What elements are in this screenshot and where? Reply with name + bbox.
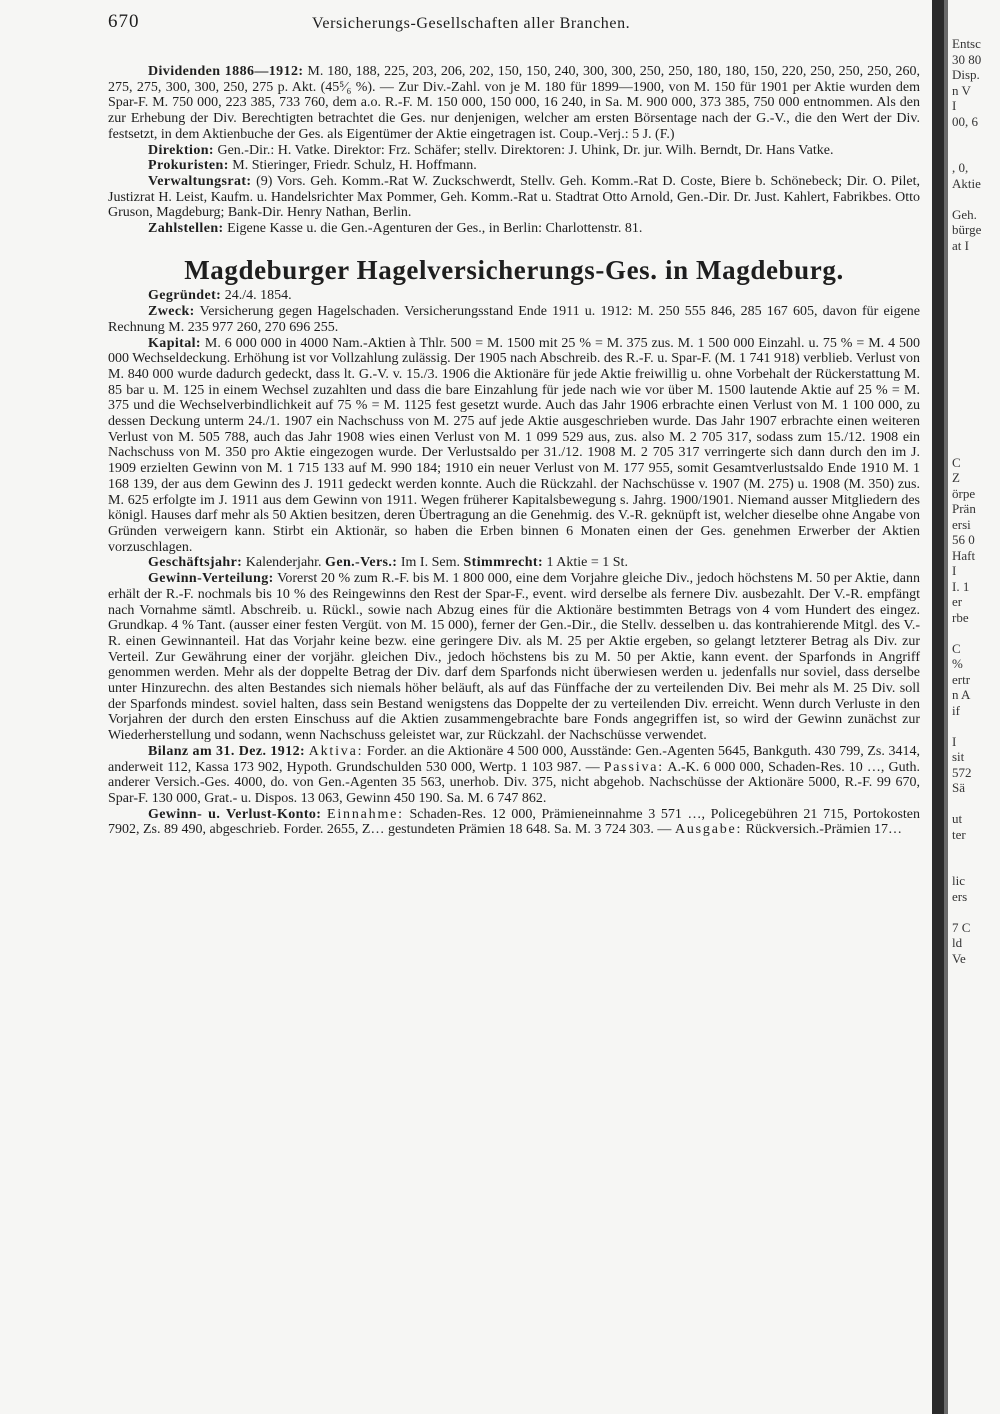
adjacent-page-line: örpe xyxy=(952,485,976,501)
adjacent-page-line xyxy=(952,1121,1000,1137)
adjacent-page-line: if xyxy=(952,702,960,718)
adjacent-page-line xyxy=(952,904,1000,920)
adjacent-page-line: rbe xyxy=(952,609,969,625)
geschaeftsjahr-paragraph xyxy=(108,555,920,571)
adjacent-page-line xyxy=(952,408,1000,424)
main-column xyxy=(108,11,921,838)
adjacent-page-line: Haft xyxy=(952,547,976,563)
genvers-label: Gen.-Vers.: xyxy=(325,555,398,571)
guv-label: Gewinn- u. Verlust-Konto: xyxy=(148,806,322,822)
adjacent-page-line xyxy=(952,191,1000,207)
stimmrecht-label: Stimmrecht: xyxy=(463,555,544,571)
adjacent-page-line: ld xyxy=(952,935,963,950)
adjacent-page-line: n V xyxy=(952,82,971,98)
adjacent-page-line xyxy=(952,1199,1000,1215)
adjacent-page-line xyxy=(952,1059,1000,1075)
adjacent-page-line xyxy=(952,269,1000,285)
adjacent-page-line xyxy=(952,145,1000,161)
guv-ausgabe-text: Rückversich.-Prämien 17… xyxy=(745,822,903,838)
adjacent-page-line: sit xyxy=(952,749,965,764)
adjacent-page-line: Prän xyxy=(952,501,976,516)
adjacent-page-line xyxy=(952,718,1000,734)
adjacent-page-line xyxy=(952,1044,1000,1060)
adjacent-page-line xyxy=(952,424,1000,440)
adjacent-page-line: Disp. xyxy=(952,67,980,82)
geschaeftsjahr-label: Geschäftsjahr: xyxy=(148,555,243,571)
zweck-paragraph xyxy=(108,304,920,335)
zweck-label: Zweck: xyxy=(148,304,195,320)
adjacent-page-line: I xyxy=(952,733,957,749)
gegruendet-paragraph xyxy=(108,288,920,304)
adjacent-page-line xyxy=(952,1230,1000,1246)
adjacent-page-line: , 0, xyxy=(952,160,969,175)
adjacent-page-line xyxy=(952,1152,1000,1168)
adjacent-page-line: n A xyxy=(952,687,971,702)
adjacent-page-line xyxy=(952,1075,1000,1091)
adjacent-page-line xyxy=(952,858,1000,874)
bilanz-aktiva-label: Aktiva: xyxy=(308,743,364,759)
gewinn-verteilung-text: Vorerst 20 % zum R.-F. bis M. 1 800 000, eine dem Vorjahre gleiche Div., jedoch höchstens M. 50 per Aktie, dann erhält der R.-F. nochmals bis 10 % des Reingewinns den Rest der Spar-F., event. wird derselbe als fernere Div. ausbezahlt. Der V.-R. empfängt nach Vornahme sämtl. Abschreib. u. Rückl., sowie nach Abzug eines für die Aktionäre bestimmten Betrags von 4 vom Hundert des eingez. Grundkap. 4 % Tant. (ausser einer festen Vergüt. von M. 15 000), ferner der Gen.-Dir., die Stellv. desselben u. das kontrahierende Mitgl. des V.-R. einen Gewinnanteil. Hat das Vorjahr keine bezw. eine geringere Div. als M. 25 per Aktie ergeben, so gelangt letzterer Betrag als Div. zur Verteil. Zur Gewährung einer der vorjähr. gleichen Div., jedoch höchstens bis zu M. 50 per Aktie, kann event. der Sparfonds in Angriff genommen werden. Mehr als der doppelte Betrag der Div. darf dem Sparfonds nicht überwiesen werden u. jedenfalls nur soviel, dass derselbe unter Hinzurechn. des alten Bestandes sich niemals höher beläuft, als auf das Fünffache der zu verteilenden Div. Bei mehr als M. 25 Div. soll der Sparfonds mindest. soviel halten, dass sein Bestand wenigstens das Doppelte der zu verteilenden Div. erreicht. Wenn durch Verluste in den Vorjahren der durch den ersten Einschuss auf die Aktien zusammengebrachte bare Fonds angegriffen ist, so wird der Gewinn zunächst zur Wiederherstellung und sodann, wenn Nachschuss geleistet war, zur Rückzahl. der Nachschüsse verwendet. xyxy=(108,571,920,744)
adjacent-page-line xyxy=(952,1137,1000,1153)
adjacent-page-line xyxy=(952,625,1000,641)
adjacent-page-line xyxy=(952,377,1000,393)
adjacent-page-line: Z xyxy=(952,470,960,485)
adjacent-page-line: 00, 6 xyxy=(952,113,978,129)
adjacent-page-line xyxy=(952,253,1000,269)
adjacent-page-line: I xyxy=(952,563,957,578)
kapital-text: M. 6 000 000 in 4000 Nam.-Aktien à Thlr. 500 = M. 1500 mit 25 % = M. 375 zus. M. 1 500 000 Einzahl. u. 75 % = M. 4 500 000 Wechseldeckung. Erhöhung ist vor Vollzahlung zulässig. Der 1905 nach Abschreib. des R.-F. u. Spar-F. (M. 1 741 918) verblieb. Verlust von M. 840 000 wurde dadurch gedeckt, dass lt. G.-V. v. 15./3. 1906 die Aktionäre für jede Aktie freiwillig u. ohne Vorbehalt der Rückerstattung M. 85 bar u. M. 125 in einem Wechsel zuzahlten und dass die bare Einzahlung für jede nach wie vor über M. 1500 lautende Aktie auf 25 % = M. 375 und die Wechselverbindlichkeit auf 75 % = M. 1125 fest gesetzt wurde. Auch das Jahr 1906 erbrachte einen Verlust von M. 1 100 000, zu dessen Deckung unterm 24./1. 1907 ein Nachschuss von M. 275 auf jede Aktie ausgeschrieben wurde. Das Jahr 1907 erbrachte einen weiteren Verlust von M. 505 788, auch das Jahr 1908 wies einen Verlust von M. 1 099 529 aus, zus. also M. 2 705 317, sodass zum 15./12. 1908 ein Nachschuss von M. 350 pro Aktie eingezogen wurde. Der Verlustsaldo per 31./12. 1908 M. 2 705 317 verringerte sich dann durch den im J. 1909 erzielten Gewinn von M. 1 715 133 auf M. 990 184; 1910 ein neuer Verlust von M. 177 955, somit Gesamtverlustsaldo Ende 1910 M. 1 168 139, der aus dem Gewinn des J. 1911 gedeckt werden konnte. Auch die Rückzahl. der Nachschüsse v. 1907 (M. 275) u. 1908 (M. 350) zus. M. 625 erfolgte im J. 1911 aus dem Gewinn von 1911. Wegen früherer Kapitalsbewegung s. Jahrg. 1900/1901. Niemand ausser Mitgliedern des königl. Hauses darf mehr als 50 Aktien besitzen, deren Übertragung an die Genehmig. des V.-R. geknüpft ist, welcher dieselbe ohne Angabe von Gründen verweigern kann. Stirbt ein Aktionär, so haben die Erben binnen 6 Monaten einen der Ges. genehmen Erwerber der Aktien vorzuschlagen. xyxy=(108,335,920,555)
direktion-text: Gen.-Dir.: H. Vatke. Direktor: Frz. Schäfer; stellv. Direktoren: J. Uhink, Dr. jur. Wilh. Berndt, Dr. Hans Vatke. xyxy=(217,142,834,158)
adjacent-page-line xyxy=(952,1245,1000,1261)
bilanz-paragraph xyxy=(108,744,920,807)
adjacent-page-line: bürge xyxy=(952,222,982,237)
kapital-paragraph xyxy=(108,336,920,556)
page-header xyxy=(108,11,920,44)
bilanz-passiva-label: Passiva: xyxy=(603,759,664,775)
running-head: Versicherungs-Gesellschaften aller Branchen. xyxy=(312,15,631,32)
genvers-text: Im I. Sem. xyxy=(400,555,460,571)
adjacent-page-line xyxy=(952,300,1000,316)
adjacent-page-line xyxy=(952,129,1000,145)
bilanz-label: Bilanz am 31. Dez. 1912: xyxy=(148,743,306,759)
adjacent-page-line: ut xyxy=(952,811,963,826)
verwaltungsrat-paragraph xyxy=(108,174,920,221)
adjacent-page-line xyxy=(952,315,1000,331)
bilanz-aktiva-text: Forder. an die Aktionäre 4 500 000, Ausstände: Gen.-Agenten 5645, Bankguth. 430 799, Zs. 3414, anderweit 112, Kassa 173 902, Hypoth. Grundschulden 530 000, Wertp. 1 103 987. — xyxy=(108,743,921,775)
adjacent-page-line: Ve xyxy=(952,950,966,966)
verwaltungsrat-label: Verwaltungsrat: xyxy=(148,173,252,189)
guv-paragraph xyxy=(108,807,920,838)
adjacent-page-line xyxy=(952,1090,1000,1106)
guv-ausgabe-label: Ausgabe: xyxy=(674,822,743,838)
adjacent-page-line: % xyxy=(952,656,963,671)
stimmrecht-text: 1 Aktie = 1 St. xyxy=(546,555,628,571)
adjacent-page-line: lic xyxy=(952,873,965,888)
adjacent-page-line: ertr xyxy=(952,671,971,687)
guv-einnahme-text: Schaden-Res. 12 000, Prämieneinnahme 3 571 …, Policegebühren 21 715, Portokosten 7902, Zs. 89 490, abgeschrieb. Forder. 2655, Z… gestundeten Prämien 18 648. Sa. M. 3 724 303. — xyxy=(108,806,921,838)
gegruendet-label: Gegründet: xyxy=(148,288,222,304)
adjacent-page-line: 56 0 xyxy=(952,532,975,547)
adjacent-page-fragment xyxy=(952,36,1000,1286)
dividenden-paragraph xyxy=(108,64,920,143)
adjacent-page-line: C xyxy=(952,454,961,470)
verwaltungsrat-text: (9) Vors. Geh. Komm.-Rat W. Zuckschwerdt, Stellv. Geh. Komm.-Rat D. Coste, Biere b. Schönebeck; Dir. O. Pilet, Justizrat H. Leist, Kaufm. u. Handelsrichter Max Pommer, Geh. Komm.-Rat u. Stadtrat Otto Arnold, Gen.-Dir. Dr. Just. Kahlert, Fabrikbes. Otto Gruson, Magdeburg; Bank-Dir. Henry Nathan, Berlin. xyxy=(108,173,921,221)
adjacent-page-line xyxy=(952,1013,1000,1029)
gewinn-verteilung-label: Gewinn-Verteilung: xyxy=(148,571,274,587)
direktion-paragraph xyxy=(108,143,920,159)
bilanz-passiva-text: A.-K. 6 000 000, Schaden-Res. 10 …, Guth. anderer Versich.-Ges. 4000, do. von Gen.-Agenten 35 563, unerhob. Div. 375, nicht abgehob. Nachschüsse der Aktionäre 5000, R.-F. 99 670, Spar-F. 130 000, Grat.- u. Dispos. 13 063, Gewinn 450 190. Sa. M. 6 747 862. xyxy=(108,759,921,806)
adjacent-page-line xyxy=(952,1214,1000,1230)
adjacent-page-line: Geh. xyxy=(952,206,977,222)
direktion-label: Direktion: xyxy=(148,142,214,158)
adjacent-page-line xyxy=(952,346,1000,362)
adjacent-page-line xyxy=(952,1106,1000,1122)
adjacent-page-line: Sä xyxy=(952,780,965,795)
zahlstellen-text: Eigene Kasse u. die Gen.-Agenturen der Ges., in Berlin: Charlottenstr. 81. xyxy=(227,221,643,237)
adjacent-page-line: er xyxy=(952,594,963,609)
page-number: 670 xyxy=(108,11,140,32)
company-title: Magdeburger Hagelversicherungs-Ges. in Magdeburg. xyxy=(184,254,844,285)
adjacent-page-line: C xyxy=(952,640,961,656)
adjacent-page-line: at I xyxy=(952,237,969,253)
adjacent-page-line: Aktie xyxy=(952,175,981,191)
adjacent-page-line xyxy=(952,966,1000,982)
adjacent-page-line xyxy=(952,284,1000,300)
adjacent-page-line xyxy=(952,842,1000,858)
adjacent-page-line: ter xyxy=(952,826,966,842)
adjacent-page-line: 30 80 xyxy=(952,51,982,67)
adjacent-page-line: Entsc xyxy=(952,36,981,51)
adjacent-page-line xyxy=(952,1168,1000,1184)
adjacent-page-line: I xyxy=(952,98,957,113)
adjacent-page-line xyxy=(952,393,1000,409)
adjacent-page-line: 572 xyxy=(952,764,972,780)
kapital-label: Kapital: xyxy=(148,335,201,351)
zweck-text: Versicherung gegen Hagelschaden. Versicherungsstand Ende 1911 u. 1912: M. 250 555 846, 285 167 605, davon für eigene Rechnung M. 235 977 260, 270 696 255. xyxy=(108,304,921,335)
gutter-shadow xyxy=(944,0,948,1414)
adjacent-page-line xyxy=(952,1028,1000,1044)
gewinn-verteilung-paragraph xyxy=(108,571,920,744)
adjacent-page-line: I. 1 xyxy=(952,578,970,594)
adjacent-page-line: ersi xyxy=(952,516,971,532)
adjacent-page-line xyxy=(952,796,1000,812)
guv-einnahme-label: Einnahme: xyxy=(327,806,404,822)
prokuristen-paragraph xyxy=(108,158,920,174)
dividenden-label: Dividenden 1886—1912: xyxy=(148,64,304,79)
adjacent-page-line xyxy=(952,1183,1000,1199)
adjacent-page-line: 7 C xyxy=(952,919,971,935)
prokuristen-label: Prokuristen: xyxy=(148,158,229,174)
adjacent-page-line xyxy=(952,362,1000,378)
geschaeftsjahr-text: Kalenderjahr. xyxy=(245,555,322,571)
zahlstellen-paragraph xyxy=(108,221,920,237)
prokuristen-text: M. Stieringer, Friedr. Schulz, H. Hoffmann. xyxy=(232,158,477,174)
gegruendet-text: 24./4. 1854. xyxy=(224,288,292,304)
adjacent-page-line xyxy=(952,982,1000,998)
adjacent-page-line xyxy=(952,439,1000,455)
adjacent-page-line xyxy=(952,331,1000,347)
zahlstellen-label: Zahlstellen: xyxy=(148,221,224,237)
adjacent-page-line: ers xyxy=(952,888,968,904)
adjacent-page-line xyxy=(952,997,1000,1013)
dividenden-text: M. 180, 188, 225, 203, 206, 202, 150, 150, 240, 300, 300, 250, 250, 180, 180, 150, 220, 250, 250, 250, 260, 275, 275, 300, 300, 250, 275 p. Akt. (45⁵⁄₆ %). — Zur Div.-Zahl. von je M. 180 für 1899—1900, von M. 150 für 1901 per Aktie wurden dem Spar-F. M. 750 000, 223 385, 733 760, dem a.o. R.-F. M. 150 000, 150 000, 16 240, in Sa. M. 900 000, 373 385, 750 000 entnommen. Als den zur Erhebung der Div. Berechtigten betrachtet die Ges. nur denjenigen, welcher am ersten Börsentage nach der G.-V., die den Wert der Div. festsetzt, in dem Aktienbuche der Ges. als Eigentümer der Aktie eingetragen ist. Coup.-Verj.: 5 J. (F.) xyxy=(108,64,921,142)
